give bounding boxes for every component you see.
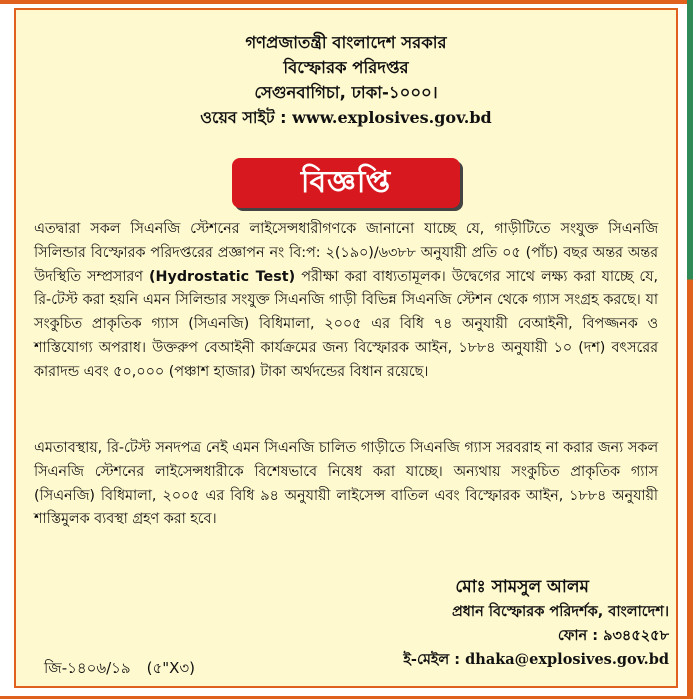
government-title: গণপ্রজাতন্ত্রী বাংলাদেশ সরকার (245, 33, 447, 52)
para1-part-b: পরীক্ষা করা বাধ্যতামূলক। উদ্বেগের সাথে লক্ষ্য করা যাচ্ছে যে, রি-টেস্ট করা হয়নি এমন সিলিন্ডার সংযুক্ত সিএনজি গাড়ী বিভিন্ন সিএনজি স্টেশন থেকে গ্যাস সংগ্রহ করছে। যা সংকুচিত প্রাকৃতিক গ্যাস (সিএনজি) বিধিমালা, ২০০৫ এর বিধি ৭৪ অনুযায়ী বেআইনী, বিপজ্জনক ও শাস্তিযোগ্য অপরাধ। উক্তরুপ বেআইনী কার্যক্রমের জন্য বিস্ফোরক আইন, ১৮৮৪ অনুযায়ী ১০ (দশ) বৎসরের কারাদন্ড এবং ৫০,০০০ (পঞ্চাশ হাজার) টাকা অর্থদন্ডের বিধান রয়েছে। (34, 268, 658, 380)
right-color-stripe (687, 0, 693, 699)
signatory-designation: প্রধান বিস্ফোরক পরিদর্শক, বাংলাদেশ। (451, 604, 669, 620)
ad-size: (৫"X৩) (146, 659, 195, 677)
publication-reference (44, 657, 195, 682)
email-label: ই-মেইল : (403, 652, 461, 668)
department-title: বিস্ফোরক পরিদপ্তর (283, 58, 409, 77)
para1-part-a: এতদ্বারা সকল সিএনজি স্টেশনের লাইসেন্সধারীগণকে জানানো যাচ্ছে যে, গাড়ীটিতে সংযুক্ত সিএনজি সিলিন্ডার বিস্ফোরক পরিদপ্তরের প্রজ্ঞাপন নং বি:প: ২(১৯০)/৬৩৮৮ অনুযায়ী প্রতি ০৫ (পাঁচ) বছর অন্তর অন্তর উদস্থিতি সম্প্রসারণ (34, 221, 658, 285)
notice-title-badge (232, 158, 460, 208)
signatory-name: মোঃ সামসুল আলম (455, 577, 589, 597)
signatory-email-line (403, 648, 669, 672)
top-color-stripe (0, 0, 693, 4)
website-line (16, 105, 676, 130)
body-paragraph-1 (34, 218, 658, 385)
signatory-phone: ফোন : ৯৩৪৫২৫৮ (557, 628, 669, 644)
website-label: ওয়েব সাইট : (200, 108, 287, 127)
department-address: সেগুনবাগিচা, ঢাকা-১০০০। (254, 83, 438, 102)
hydrostatic-test-term: (Hydrostatic Test) (149, 268, 296, 285)
email-address[interactable]: dhaka@explosives.gov.bd (465, 651, 669, 668)
reference-code: জি-১৪০৬/১৯ (44, 659, 131, 677)
website-url[interactable]: www.explosives.gov.bd (292, 108, 492, 127)
signature-block (403, 574, 669, 672)
body-paragraph-2: এমতাবস্থায়, রি-টেস্ট সনদপত্র নেই এমন সিএনজি চালিত গাড়ীতে সিএনজি গ্যাস সরবরাহ না করার জন্য সকল সিএনজি স্টেশনের লাইসেন্সধারীকে বিশেষভাবে নিষেধ করা যাচ্ছে। অন্যথায় সংকুচিত প্রাকৃতিক গ্যাস (সিএনজি) বিধিমালা, ২০০৫ এর বিধি ৯৪ অনুযায়ী লাইসেন্স বাতিল এবং বিস্ফোরক আইন, ১৮৮৪ অনুযায়ী শাস্তিমুলক ব্যবস্থা গ্রহণ করা হবে। (34, 440, 659, 528)
letterhead (16, 30, 676, 130)
notice-title: বিজ্ঞপ্তি (300, 164, 392, 200)
